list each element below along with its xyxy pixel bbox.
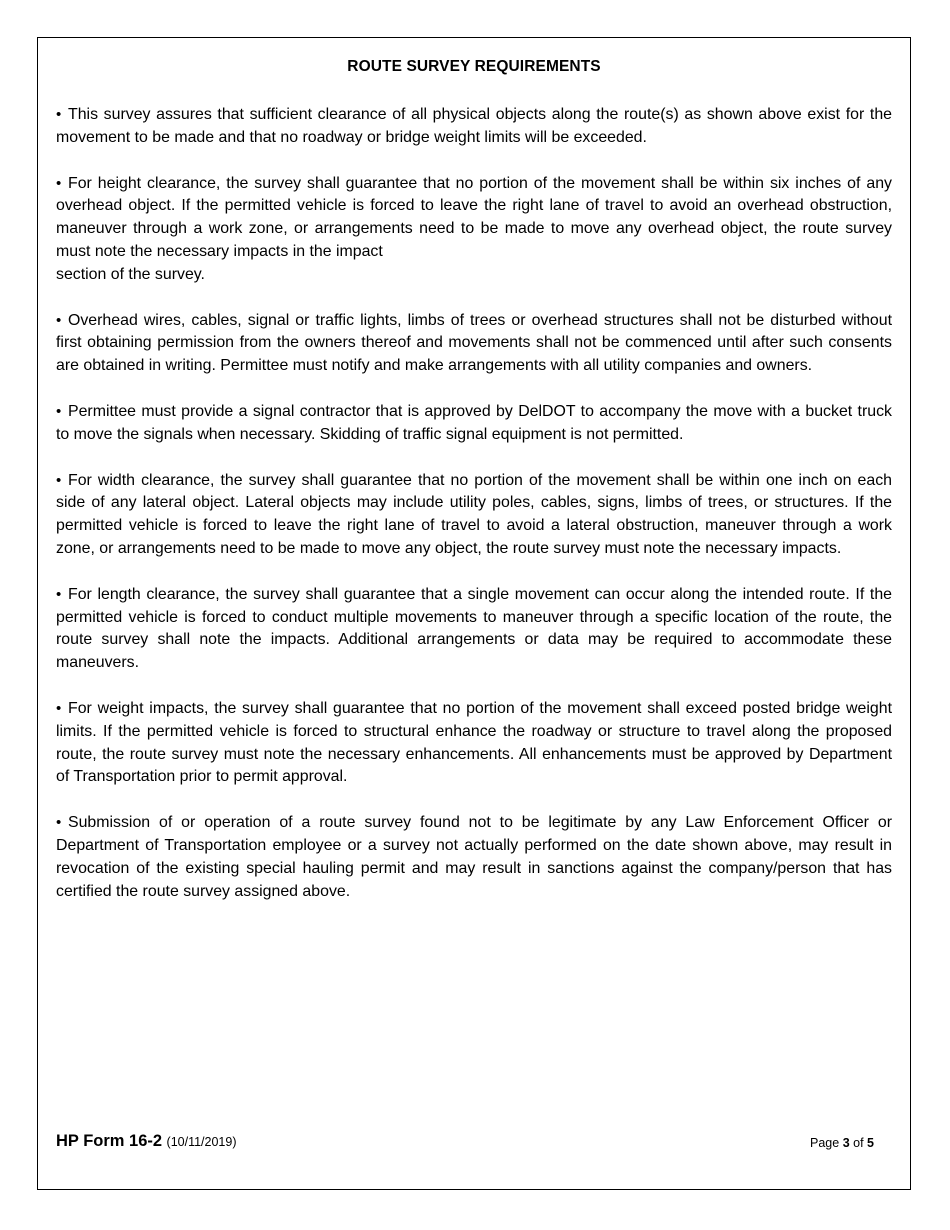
requirement-paragraph-length: [56, 584, 892, 675]
page-label: Page: [810, 1136, 840, 1150]
paragraph-text: Overhead wires, cables, signal or traffic lights, limbs of trees or overhead structures shall not be disturbed without first obtaining permission from the owners thereof and movements shall not be commenced until after such consents are obtained in writing. Permittee must notify and make arrangements with all utility companies and owners.: [56, 311, 892, 375]
form-identifier: [56, 1132, 237, 1151]
page-total: 5: [867, 1136, 874, 1150]
bullet-icon: •: [56, 814, 62, 832]
requirements-body: [56, 104, 892, 926]
paragraph-text: For weight impacts, the survey shall guarantee that no portion of the movement shall exceed posted bridge weight limits. If the permitted vehicle is forced to structural enhance the roadway or structure to travel along the proposed route, the route survey must note the necessary enhancements. All enhancements must be approved by Department of Transportation prior to permit approval.: [56, 699, 892, 786]
bullet-icon: •: [56, 585, 62, 603]
form-name: HP Form 16-2: [56, 1132, 163, 1150]
paragraph-continuation: section of the survey.: [56, 265, 205, 283]
requirement-paragraph-width: [56, 470, 892, 561]
requirement-paragraph-submission: [56, 812, 892, 903]
paragraph-text: Permittee must provide a signal contractor that is approved by DelDOT to accompany the move with a bucket truck to move the signals when necessary. Skidding of traffic signal equipment is not permitted.: [56, 402, 892, 443]
requirement-paragraph-height: [56, 173, 892, 287]
bullet-icon: •: [56, 311, 62, 329]
bullet-icon: •: [56, 106, 62, 123]
paragraph-text: For width clearance, the survey shall guarantee that no portion of the movement shall be within one inch on each side of any lateral object. Lateral objects may include utility poles, cables, signs, limbs of trees, or structures. If the permitted vehicle is forced to leave the right lane of travel to avoid a lateral obstruction, maneuver through a work zone, or arrangements need to be made to move any object, the route survey must note the necessary impacts.: [56, 471, 892, 557]
requirement-paragraph-signal: [56, 401, 892, 447]
document-title: ROUTE SURVEY REQUIREMENTS: [347, 58, 601, 75]
page-number: [810, 1136, 874, 1150]
requirement-paragraph-weight: [56, 698, 892, 789]
page-current: 3: [842, 1136, 850, 1150]
requirement-paragraph-general: [56, 104, 892, 150]
form-date: (10/11/2019): [166, 1135, 237, 1149]
bullet-icon: •: [56, 402, 62, 420]
bullet-icon: •: [56, 471, 62, 489]
page-of: of: [853, 1136, 864, 1150]
paragraph-text: Submission of or operation of a route survey found not to be legitimate by any Law Enforcement Officer or Department of Transportation employee or a survey not actually performed on the date shown above, may result in revocation of the existing special hauling permit and may result in sanctions against the company/person that has certified the route survey assigned above.: [56, 814, 892, 900]
paragraph-text: This survey assures that sufficient clearance of all physical objects along the route(s) as shown above exist for the movement to be made and that no roadway or bridge weight limits will be exceeded.: [56, 106, 892, 146]
requirement-paragraph-overhead: [56, 310, 892, 378]
paragraph-text: For height clearance, the survey shall guarantee that no portion of the movement shall be within six inches of any overhead object. If the permitted vehicle is forced to leave the right lane of travel to avoid an overhead obstruction, maneuver through a work zone, or arrangements need to be made to move any overhead object, the route survey must note the necessary impacts in the impact: [56, 174, 892, 260]
page-frame: [37, 37, 911, 1190]
paragraph-text: For length clearance, the survey shall guarantee that a single movement can occur along the intended route. If the permitted vehicle is forced to conduct multiple movements to maneuver through a specific location of the route, the route survey shall note the impacts. Additional arrangements or data may be required to accommodate these maneuvers.: [56, 585, 892, 672]
bullet-icon: •: [56, 699, 62, 717]
bullet-icon: •: [56, 174, 62, 192]
